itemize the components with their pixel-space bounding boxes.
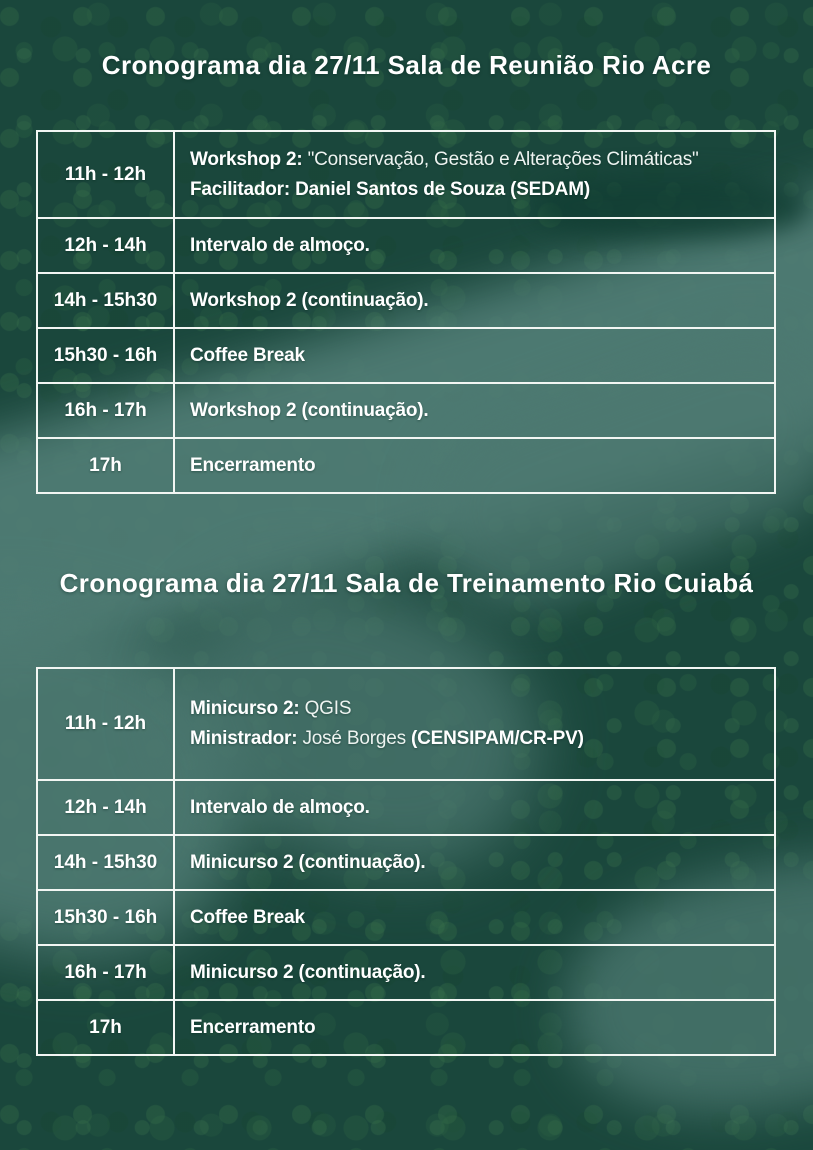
table-row [38,669,774,779]
instructor-org: (CENSIPAM/CR-PV) [410,728,584,749]
facilitator-line [190,175,768,205]
schedule-table-rio-acre [36,130,776,494]
activity-line: Coffee Break [190,344,305,366]
activity-line: Encerramento [190,454,316,476]
content-cell [175,836,774,889]
activity-label: Workshop 2: [190,148,303,170]
instructor-name: José Borges [297,728,411,749]
content-cell [175,1001,774,1054]
activity-detail: "Conservação, Gestão e Alterações Climáticas" [302,148,699,170]
time-cell: 17h [38,1001,175,1054]
table-row [38,889,774,944]
table-row [38,217,774,272]
activity-line [190,694,768,724]
content-cell [175,891,774,944]
content-cell [175,669,774,779]
time-cell: 12h - 14h [38,219,175,272]
time-cell: 11h - 12h [38,132,175,217]
activity-line: Encerramento [190,1016,316,1038]
content-cell [175,384,774,437]
time-cell: 14h - 15h30 [38,274,175,327]
facilitator-label: Facilitador: Daniel Santos de Souza (SEDAM) [190,178,590,200]
activity-line: Intervalo de almoço. [190,234,370,256]
table-row [38,132,774,217]
table-row [38,327,774,382]
activity-label: Minicurso 2: [190,698,300,719]
table-row [38,437,774,492]
activity-line: Intervalo de almoço. [190,796,370,818]
content-cell [175,946,774,999]
time-cell: 15h30 - 16h [38,891,175,944]
table-row [38,834,774,889]
instructor-label: Ministrador: [190,728,298,749]
content-cell [175,132,774,217]
time-cell: 16h - 17h [38,384,175,437]
section-title-rio-cuiaba: Cronograma dia 27/11 Sala de Treinamento Rio Cuiabá [59,568,754,598]
time-cell: 15h30 - 16h [38,329,175,382]
content-cell [175,274,774,327]
content-cell [175,219,774,272]
section-title-rio-acre: Cronograma dia 27/11 Sala de Reunião Rio Acre [101,50,712,80]
schedule-table-rio-cuiaba [36,667,776,1056]
time-cell: 16h - 17h [38,946,175,999]
time-cell: 17h [38,439,175,492]
activity-line: Minicurso 2 (continuação). [190,851,426,873]
activity-line: Workshop 2 (continuação). [190,289,429,311]
table-row [38,779,774,834]
activity-line: Minicurso 2 (continuação). [190,961,426,983]
content-cell [175,781,774,834]
activity-line: Coffee Break [190,906,305,928]
time-cell: 14h - 15h30 [38,836,175,889]
table-row [38,944,774,999]
instructor-line [190,724,768,754]
activity-detail: QGIS [299,698,352,719]
activity-line [190,145,768,175]
time-cell: 12h - 14h [38,781,175,834]
table-row [38,382,774,437]
time-cell: 11h - 12h [38,669,175,779]
table-row [38,272,774,327]
activity-line: Workshop 2 (continuação). [190,399,429,421]
table-row [38,999,774,1054]
content-cell [175,329,774,382]
content-cell [175,439,774,492]
